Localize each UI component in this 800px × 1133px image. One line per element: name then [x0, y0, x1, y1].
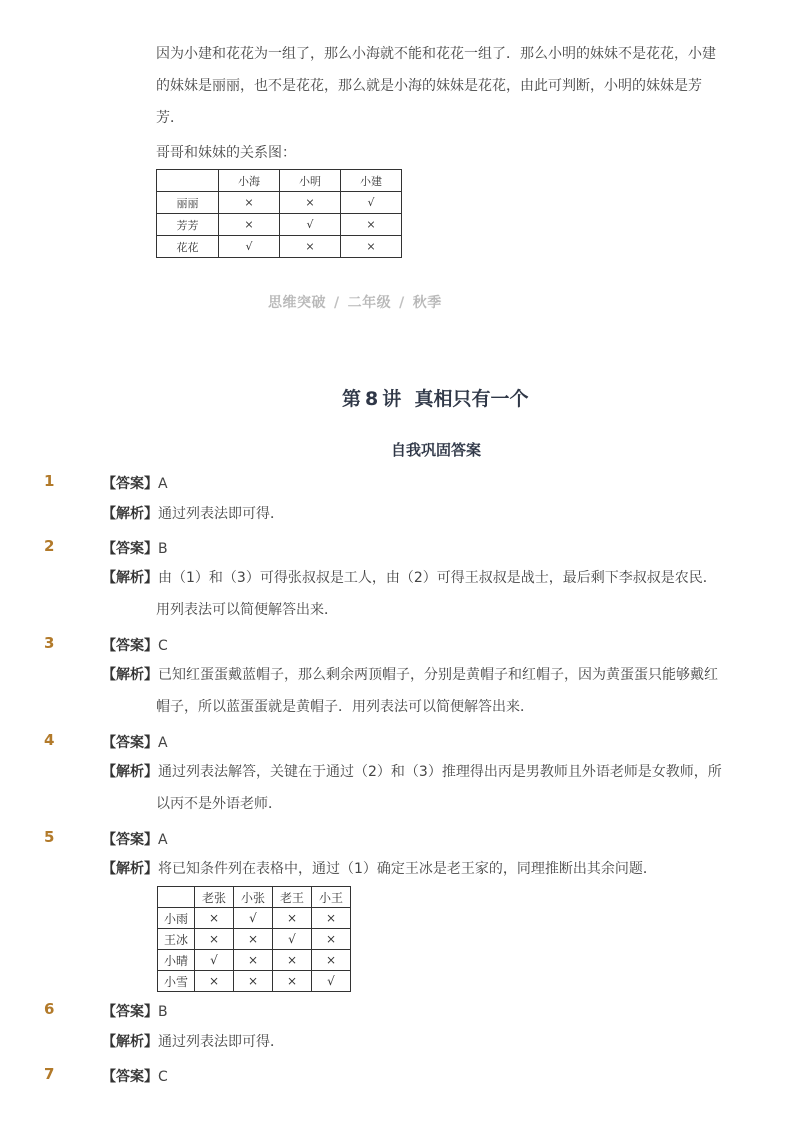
table-cell: √: [341, 192, 402, 214]
table-row: [158, 929, 351, 950]
table-caption: 哥哥和妹妹的关系图：: [156, 145, 296, 161]
analysis-text: 已知红蛋蛋戴蓝帽子，那么剩余两顶帽子，分别是黄帽子和红帽子，因为黄蛋蛋只能够戴红帽子，所以蓝蛋蛋就是黄帽子．用列表法可以简便解答出来．: [156, 667, 718, 715]
table-cell: ×: [280, 192, 341, 214]
analysis-text: 将已知条件列在表格中，通过（1）确定王冰是老王家的，同理推断出其余问题．: [158, 861, 657, 877]
table-cell: ×: [234, 971, 273, 992]
answer-value: B: [158, 541, 168, 557]
analysis-tag: 【解析】: [102, 570, 158, 586]
answer-tag: 【答案】: [102, 832, 158, 848]
answer-line: [102, 635, 168, 655]
answer-value: A: [158, 832, 168, 848]
answer-value: C: [158, 1069, 168, 1085]
table-row: [157, 236, 402, 258]
table-row-header: 王冰: [158, 929, 195, 950]
table-cell: ×: [312, 908, 351, 929]
lecture-suffix: 讲: [382, 388, 402, 410]
table-cell: ×: [273, 908, 312, 929]
analysis-text: 通过列表法即可得．: [158, 506, 284, 522]
analysis-tag: 【解析】: [102, 1034, 158, 1050]
table-cell: ×: [234, 950, 273, 971]
table-cell: √: [273, 929, 312, 950]
table-row-header: 丽丽: [157, 192, 219, 214]
answer-tag: 【答案】: [102, 1069, 158, 1085]
table-cell: √: [234, 908, 273, 929]
page-footer: [268, 292, 442, 312]
section-title: 自我巩固答案: [391, 441, 482, 459]
answer-value: B: [158, 1004, 168, 1020]
table-row-header: 小雪: [158, 971, 195, 992]
analysis-text: 由（1）和（3）可得张叔叔是工人，由（2）可得王叔叔是战士，最后剩下李叔叔是农民．用列表法可以简便解答出来．: [156, 570, 717, 618]
table-cell: ×: [341, 214, 402, 236]
analysis-block: [102, 756, 722, 820]
table-cell: ×: [219, 192, 280, 214]
question-number: 4: [44, 731, 55, 749]
table-cell: ×: [312, 950, 351, 971]
table-cell: ×: [195, 971, 234, 992]
table-cell: √: [195, 950, 234, 971]
analysis-block: [102, 562, 722, 626]
footer-course: 思维突破: [268, 295, 326, 311]
analysis-text: 通过列表法解答，关键在于通过（2）和（3）推理得出丙是男教师且外语老师是女教师，所以丙不是外语老师．: [156, 764, 722, 812]
question-number: 7: [44, 1065, 55, 1083]
lecture-heading: [342, 384, 529, 411]
answer-tag: 【答案】: [102, 638, 158, 654]
table-cell: ×: [195, 908, 234, 929]
answer-line: [102, 732, 168, 752]
analysis-tag: 【解析】: [102, 667, 158, 683]
table-row: [158, 971, 351, 992]
question-number: 2: [44, 537, 55, 555]
answer-value: A: [158, 735, 168, 751]
table-header-cell: 小建: [341, 170, 402, 192]
analysis-tag: 【解析】: [102, 506, 158, 522]
table-row-header: 芳芳: [157, 214, 219, 236]
analysis-tag: 【解析】: [102, 764, 158, 780]
table-header-cell: 小张: [234, 887, 273, 908]
table-row-header: 小晴: [158, 950, 195, 971]
intro-paragraph: 因为小建和花花为一组了，那么小海就不能和花花一组了．那么小明的妹妹不是花花，小建的妹妹是丽丽，也不是花花，那么就是小海的妹妹是花花，由此可判断，小明的妹妹是芳芳．: [156, 46, 716, 126]
table-header-cell: 小明: [280, 170, 341, 192]
question-number: 5: [44, 828, 55, 846]
table-cell: ×: [219, 214, 280, 236]
lecture-prefix: 第: [342, 388, 362, 410]
analysis-block: [102, 659, 722, 723]
answer-tag: 【答案】: [102, 735, 158, 751]
answer-line: [102, 1066, 168, 1086]
footer-separator: /: [399, 295, 405, 311]
table-header-cell: 小王: [312, 887, 351, 908]
footer-term: 秋季: [412, 295, 442, 311]
table-corner-cell: [158, 887, 195, 908]
table-row: [158, 908, 351, 929]
table-cell: √: [219, 236, 280, 258]
table-header-row: [158, 887, 351, 908]
question-number: 1: [44, 472, 55, 490]
analysis-text: 通过列表法即可得．: [158, 1034, 284, 1050]
analysis-block: [102, 498, 722, 530]
table-cell: ×: [312, 929, 351, 950]
analysis-tag: 【解析】: [102, 861, 158, 877]
answer-line: [102, 538, 168, 558]
analysis-block: [102, 853, 722, 885]
table-row: [157, 192, 402, 214]
table-header-row: [157, 170, 402, 192]
question-number: 6: [44, 1000, 55, 1018]
table-header-cell: 老张: [195, 887, 234, 908]
table-row: [158, 950, 351, 971]
answer-line: [102, 829, 168, 849]
answer-value: C: [158, 638, 168, 654]
table-header-cell: 老王: [273, 887, 312, 908]
table-corner-cell: [157, 170, 219, 192]
lecture-title: 真相只有一个: [414, 388, 529, 410]
footer-grade: 二年级: [347, 295, 392, 311]
answer-tag: 【答案】: [102, 1004, 158, 1020]
table-cell: √: [280, 214, 341, 236]
family-match-table: [157, 886, 351, 992]
table-cell: ×: [341, 236, 402, 258]
answer-tag: 【答案】: [102, 541, 158, 557]
table-cell: ×: [280, 236, 341, 258]
answer-value: A: [158, 476, 168, 492]
table-cell: ×: [234, 929, 273, 950]
answer-tag: 【答案】: [102, 476, 158, 492]
table-cell: ×: [273, 950, 312, 971]
lecture-number: 8: [365, 388, 379, 410]
answer-line: [102, 473, 168, 493]
sibling-relation-table: [156, 169, 402, 258]
table-cell: ×: [273, 971, 312, 992]
analysis-block: [102, 1026, 722, 1058]
table-header-cell: 小海: [219, 170, 280, 192]
footer-separator: /: [334, 295, 340, 311]
table-row-header: 小雨: [158, 908, 195, 929]
table-row: [157, 214, 402, 236]
table-row-header: 花花: [157, 236, 219, 258]
table-cell: √: [312, 971, 351, 992]
answer-line: [102, 1001, 168, 1021]
table-cell: ×: [195, 929, 234, 950]
question-number: 3: [44, 634, 55, 652]
